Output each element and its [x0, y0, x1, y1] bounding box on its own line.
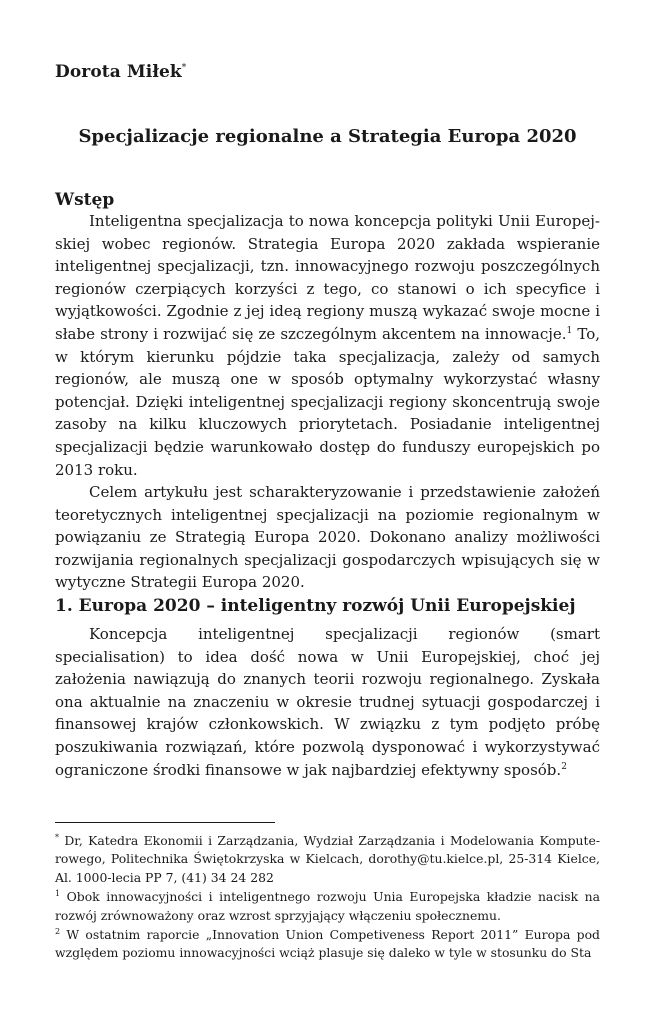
- article-title: Specjalizacje regionalne a Strategia Europa 2020: [78, 126, 577, 147]
- author-name: Dorota Miłek: [55, 62, 182, 82]
- footnote-mark: 2: [55, 927, 61, 937]
- footnote-text: Obok innowacyjności i inteligentnego rozwoju Unia Europejska kładzie nacisk na rozwój zrównoważony oraz wzrost sprzyjający włączeniu społecznemu.: [55, 889, 600, 923]
- intro-p1-text-a: Inteligentna specjalizacja to nowa koncepcja polityki Unii Europejskiej wobec regionów. Strategia Europa 2020 zakłada wspieranie inteligentnej specjalizacji, tzn. innowacyjnego rozwoju poszczególnych regionów czerpiących korzyści z tego, co stanowi o ich specyfice i wyjątkowości. Zgodnie z jej ideą regiony muszą wykazać swoje mocne i słabe strony i rozwijać się ze szczególnym akcentem na innowacje.: [55, 212, 600, 343]
- intro-paragraph-2: Celem artykułu jest scharakteryzowanie i przedstawienie założeń teoretycznych inteligentnej specjalizacji na poziomie regionalnym w powiązaniu ze Strategią Europa 2020. Dokonano analizy możliwości rozwijania regionalnych specjalizacji gospodarczych wpisujących się w wytyczne Strategii Europa 2020.: [55, 483, 600, 592]
- footnote-separator: [55, 822, 275, 823]
- footnote-mark: *: [55, 833, 59, 842]
- footnote-author: [55, 832, 600, 887]
- intro-p1-text-b: To, w którym kierunku pójdzie taka specjalizacja, zależy od samych regionów, ale muszą one w sposób optymalny wykorzystać własny potencjał. Dzięki inteligentnej specjalizacji regiony skoncentrują swoje zasoby na kilku kluczowych priorytetach. Posiadanie inteligentnej specjalizacji będzie warunkowało dostęp do funduszy europejskich po 2013 roku.: [55, 324, 600, 479]
- footnote-mark: 1: [55, 889, 61, 899]
- footnote-ref-2[interactable]: 2: [561, 761, 567, 772]
- footnotes: [55, 832, 600, 964]
- footnote-2: [55, 926, 600, 963]
- section-1-paragraph-1: [55, 623, 600, 781]
- intro-heading: Wstęp: [55, 190, 115, 210]
- footnote-text: Dr, Katedra Ekonomii i Zarządzania, Wydział Zarządzania i Modelowania Komputerowego, Politechnika Świętokrzyska w Kielcach, dorothy@tu.kielce.pl, 25-314 Kielce, Al. 1000-lecia PP 7, (41) 34 24 282: [55, 833, 600, 885]
- author-line: [55, 62, 186, 82]
- footnote-text: W ostatnim raporcie „Innovation Union Competiveness Report 2011” Europa pod względem poziomu innowacyjności wciąż plasuje się daleko w tyle w stosunku do Sta: [55, 927, 600, 961]
- section1-p1-text: Koncepcja inteligentnej specjalizacji regionów (smart specialisation) to idea dość nowa w Unii Europejskiej, choć jej założenia nawiązują do znanych teorii rozwoju regionalnego. Zyskała ona aktualnie na znaczeniu w okresie trudnej sytuacji gospodarczej i finansowej krajów członkowskich. W związku z tym podjęto próbę poszukiwania rozwiązań, które pozwolą dysponować i wykorzystywać ograniczone środki finansowe w jak najbardziej efektywny sposób.: [55, 625, 600, 779]
- footnote-1: [55, 888, 600, 925]
- intro-paragraph-1: [55, 210, 600, 481]
- section-1-heading: 1. Europa 2020 – inteligentny rozwój Unii Europejskiej: [55, 596, 576, 616]
- footnote-ref-1[interactable]: 1: [566, 325, 573, 336]
- author-footnote-mark[interactable]: *: [181, 63, 187, 73]
